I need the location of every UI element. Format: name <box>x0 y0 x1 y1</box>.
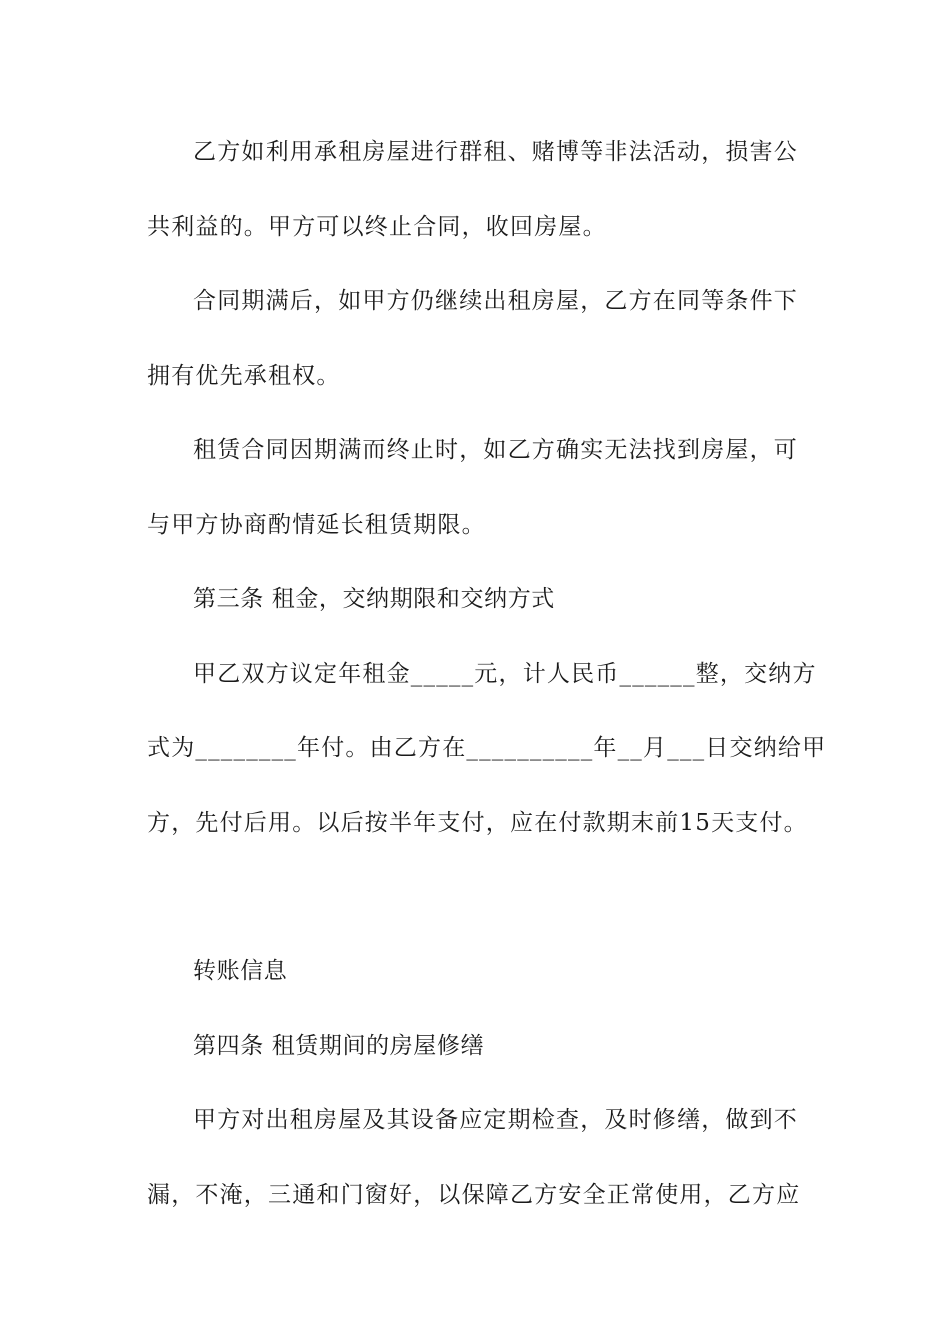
paragraph-line: 乙方如利用承租房屋进行群租、赌博等非法活动，损害公 <box>193 139 798 165</box>
paragraph-line: 漏，不淹，三通和门窗好，以保障乙方安全正常使用，乙方应 <box>147 1182 801 1208</box>
paragraph-line: 与甲方协商酌情延长租赁期限。 <box>147 512 486 538</box>
article-heading: 第三条 租金，交纳期限和交纳方式 <box>193 586 555 612</box>
paragraph-line: 合同期满后，如甲方仍继续出租房屋，乙方在同等条件下 <box>193 288 798 314</box>
paragraph-line: 甲乙双方议定年租金_____元，计人民币______整，交纳方 <box>193 661 817 687</box>
paragraph-line: 共利益的。甲方可以终止合同，收回房屋。 <box>147 214 607 240</box>
paragraph-line: 租赁合同因期满而终止时，如乙方确实无法找到房屋，可 <box>193 437 798 463</box>
paragraph-line: 甲方对出租房屋及其设备应定期检查，及时修缮，做到不 <box>193 1107 798 1133</box>
paragraph-line: 式为________年付。由乙方在__________年__月___日交纳给甲 <box>147 735 827 761</box>
paragraph-line: 方，先付后用。以后按半年支付，应在付款期末前15天支付。 <box>147 810 808 836</box>
article-heading: 第四条 租赁期间的房屋修缮 <box>193 1033 485 1059</box>
paragraph-line: 拥有优先承租权。 <box>147 363 341 389</box>
section-label: 转账信息 <box>193 958 288 984</box>
